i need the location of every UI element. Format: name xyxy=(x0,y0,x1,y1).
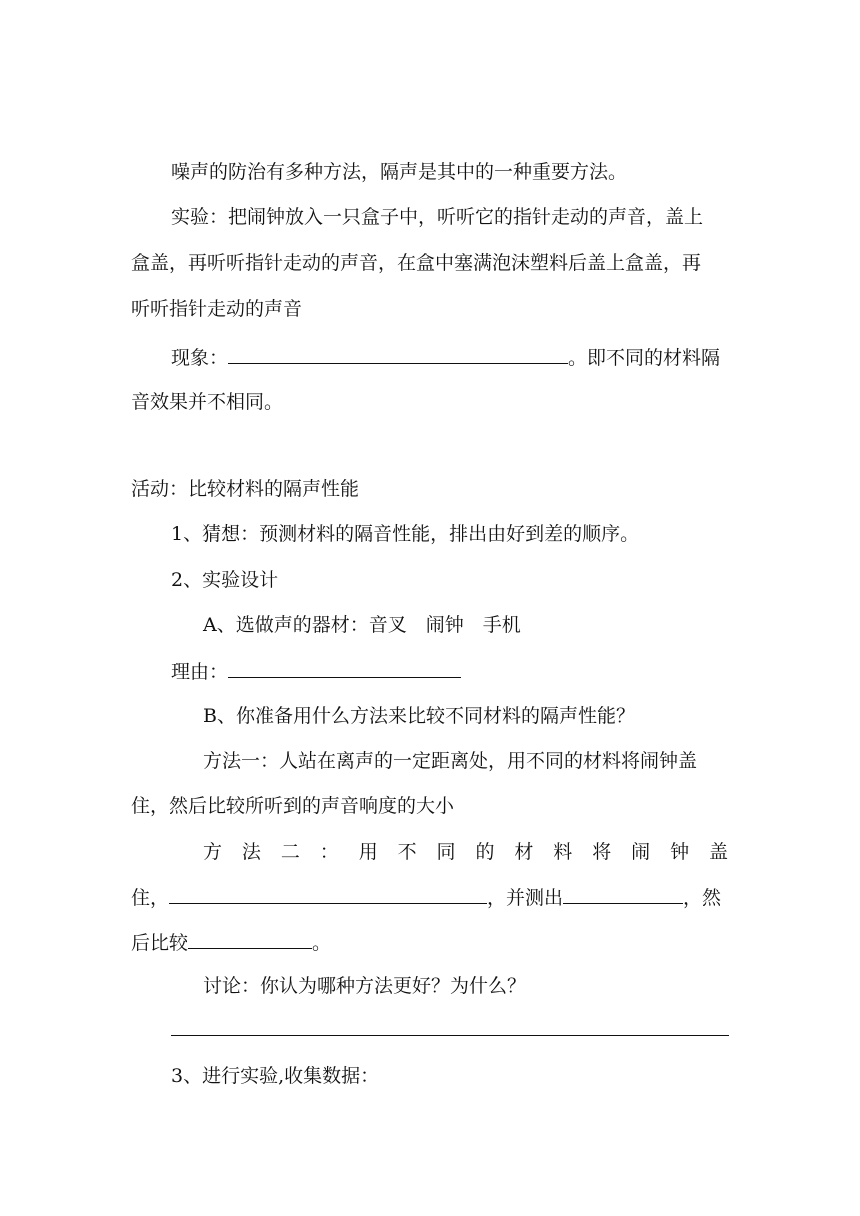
phenomenon-line-2: 音效果并不相同。 xyxy=(131,391,284,413)
method2-char: 用 xyxy=(358,841,378,863)
method2-char: 方 xyxy=(203,841,223,863)
experiment-line-2: 盒盖，再听听指针走动的声音，在盒中塞满泡沫塑料后盖上盒盖，再 xyxy=(131,252,702,274)
method2-line-2 xyxy=(131,884,721,910)
guess-item: 1、猜想：预测材料的隔音性能，排出由好到差的顺序。 xyxy=(171,523,640,545)
method2-char: 不 xyxy=(397,841,417,863)
method2-char: 盖 xyxy=(708,841,728,863)
method2-measure-blank[interactable] xyxy=(563,884,683,904)
method2-compare-blank[interactable] xyxy=(188,929,312,949)
method2-char: 钟 xyxy=(670,841,690,863)
equipment-item: A、选做声的器材：音叉 闹钟 手机 xyxy=(203,614,521,636)
discussion-line: 讨论：你认为哪种方法更好？为什么？ xyxy=(203,975,527,997)
method2-char: 同 xyxy=(436,841,456,863)
method2-cover-blank[interactable] xyxy=(169,884,487,904)
design-item: 2、实验设计 xyxy=(171,569,279,591)
method2-char: 将 xyxy=(592,841,612,863)
method2-char: 材 xyxy=(514,841,534,863)
intro-paragraph: 噪声的防治有多种方法，隔声是其中的一种重要方法。 xyxy=(171,161,628,183)
method2-line2-mid: ，并测出 xyxy=(487,887,564,909)
phenomenon-blank[interactable] xyxy=(228,344,568,364)
method2-line2-start: 住， xyxy=(131,887,170,909)
phenomenon-label: 现象： xyxy=(171,347,229,369)
phenomenon-tail: 。即不同的材料隔 xyxy=(568,347,721,369)
method1-line-1: 方法一：人站在离声的一定距离处，用不同的材料将闹钟盖 xyxy=(203,750,698,772)
activity-title: 活动：比较材料的隔声性能 xyxy=(131,478,360,500)
reason-blank[interactable] xyxy=(228,658,461,678)
method2-line3-start: 后比较 xyxy=(131,932,189,954)
experiment-line-3: 听听指针走动的声音 xyxy=(131,298,303,320)
discussion-answer-blank[interactable] xyxy=(171,1035,729,1036)
experiment-line-1: 实验：把闹钟放入一只盒子中，听听它的指针走动的声音，盖上 xyxy=(171,206,704,228)
method2-char: 二 xyxy=(280,841,300,863)
reason-line xyxy=(171,658,461,684)
method1-line-2: 住，然后比较所听到的声音响度的大小 xyxy=(131,795,455,817)
method2-line-1 xyxy=(203,840,728,864)
method2-char: 的 xyxy=(475,841,495,863)
method-question: B、你准备用什么方法来比较不同材料的隔声性能？ xyxy=(203,705,635,727)
method2-line-3 xyxy=(131,929,331,955)
step3-line: 3、进行实验,收集数据： xyxy=(171,1065,380,1087)
phenomenon-line xyxy=(171,344,720,370)
method2-char: 法 xyxy=(241,841,261,863)
method2-char: 料 xyxy=(553,841,573,863)
method2-line2-end: ，然 xyxy=(683,887,722,909)
method2-line3-end: 。 xyxy=(312,932,332,954)
method2-char: 闹 xyxy=(631,841,651,863)
reason-label: 理由： xyxy=(171,661,229,683)
method2-char: ： xyxy=(319,841,339,863)
